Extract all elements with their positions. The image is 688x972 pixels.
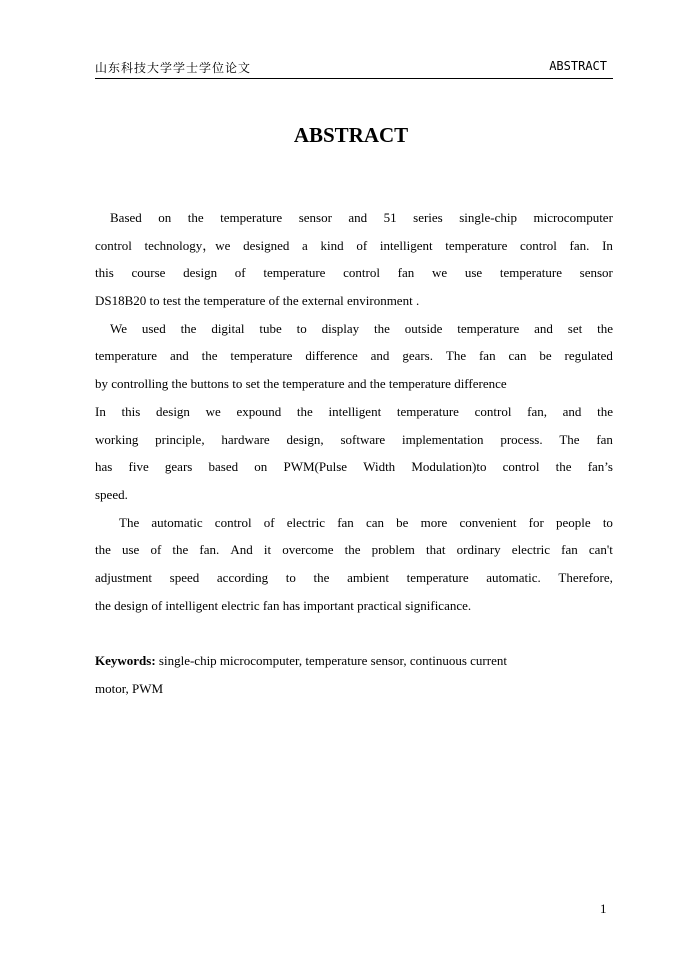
word: sensor: [579, 265, 613, 281]
word: Width: [363, 459, 396, 475]
word: The: [119, 514, 140, 530]
keywords-list: single-chip microcomputer, temperature sensor, continuous current: [158, 653, 507, 668]
text-line: [95, 426, 613, 454]
word: And: [230, 542, 253, 558]
text-line: speed.: [95, 486, 128, 502]
word: fan: [397, 265, 415, 281]
word: can: [508, 348, 527, 364]
word: of: [263, 514, 275, 530]
word: working: [95, 431, 139, 447]
word: it: [263, 542, 272, 558]
word: we: [431, 265, 448, 281]
word: the: [555, 459, 572, 475]
word: 51: [383, 210, 397, 225]
word: for: [528, 514, 544, 530]
word: intelligent: [328, 403, 382, 419]
word: use: [464, 265, 483, 281]
paragraph: [95, 315, 613, 509]
text-line: [95, 315, 613, 343]
header-section-title: ABSTRACT: [549, 59, 607, 73]
word: In: [602, 237, 613, 253]
word: outside: [404, 320, 443, 336]
text-line: [95, 564, 613, 592]
text-line: [95, 398, 613, 426]
word: speed: [169, 569, 200, 585]
word: electric: [511, 542, 551, 558]
keywords-line: [95, 647, 613, 675]
keywords-block: [95, 647, 613, 702]
word: can't: [588, 542, 613, 558]
word: control: [474, 403, 512, 419]
word: be: [396, 514, 409, 530]
word: this: [95, 265, 114, 281]
word: fan.: [569, 237, 590, 253]
word: set: [567, 320, 583, 336]
word: of: [356, 237, 368, 253]
word: temperature: [95, 348, 158, 364]
text-line: [95, 509, 613, 537]
word: designed: [243, 237, 290, 253]
word: ordinary: [456, 542, 501, 558]
word: control: [520, 237, 557, 253]
word: the: [313, 569, 330, 585]
word: principle,: [155, 431, 205, 447]
text-line: [95, 342, 613, 370]
word: microcomputer: [533, 210, 613, 225]
word: implementation: [401, 431, 484, 447]
word: control: [95, 237, 132, 253]
word: a: [302, 237, 308, 253]
word: fan: [478, 348, 496, 364]
word: intelligent: [379, 237, 433, 253]
word: we: [205, 403, 221, 419]
word: problem: [371, 542, 415, 558]
word: control: [214, 514, 252, 530]
word: can: [365, 514, 384, 530]
word: more: [420, 514, 448, 530]
word: fan: [561, 542, 578, 558]
word: the: [296, 403, 313, 419]
word: of: [234, 265, 246, 281]
word: temperature: [499, 265, 562, 281]
word: on: [158, 210, 172, 225]
word: series: [413, 210, 443, 225]
word: kind: [320, 237, 344, 253]
word: and: [370, 348, 390, 364]
word: be: [539, 348, 552, 364]
word: of: [150, 542, 162, 558]
text-line: [95, 259, 613, 287]
word: Modulation)to: [411, 459, 487, 475]
word: the: [180, 320, 197, 336]
word: display: [321, 320, 360, 336]
word: design: [155, 403, 190, 419]
word: the: [374, 320, 390, 336]
keywords-line-continued: motor, PWM: [95, 680, 164, 696]
word: We: [110, 320, 127, 336]
header-thesis-title: 山东科技大学学士学位论文: [95, 61, 252, 75]
word: fan: [596, 431, 613, 447]
word: to: [296, 320, 307, 336]
word: regulated: [564, 348, 613, 364]
word: design: [183, 265, 218, 281]
word: control: [502, 459, 540, 475]
word: five: [128, 459, 149, 475]
word: PWM(Pulse: [283, 459, 348, 475]
word: single-chip: [459, 210, 517, 225]
word: to: [285, 569, 296, 585]
word: temperature: [396, 403, 459, 419]
word: temperature: [445, 237, 508, 253]
word: software: [340, 431, 386, 447]
text-line: by controlling the buttons to set the temperature and the temperature difference: [95, 376, 507, 392]
word: to: [602, 514, 613, 530]
text-line: [95, 453, 613, 481]
word: temperature: [263, 265, 326, 281]
paragraph: [95, 204, 613, 315]
text-line: DS18B20 to test the temperature of the external environment .: [95, 293, 420, 309]
word: based: [208, 459, 239, 475]
text-line: [95, 232, 613, 260]
word: hardware: [221, 431, 270, 447]
word: temperature: [457, 320, 520, 336]
paragraph: [95, 509, 613, 620]
word: electric: [286, 514, 326, 530]
word: and: [348, 210, 368, 225]
word: difference: [305, 348, 358, 364]
text-line: [95, 536, 613, 564]
word: fan,: [527, 403, 547, 419]
word: sensor: [298, 210, 332, 225]
word: fan: [337, 514, 354, 530]
word: the: [597, 403, 613, 419]
word: gears.: [402, 348, 433, 364]
keywords-label: Keywords:: [95, 653, 156, 668]
word: In: [95, 403, 106, 419]
word: temperature: [220, 210, 283, 225]
word: tube: [259, 320, 282, 336]
word: this: [121, 403, 141, 419]
word: has: [95, 459, 113, 475]
word: process.: [500, 431, 543, 447]
word: the: [95, 542, 111, 558]
word: overcome: [282, 542, 334, 558]
word: Based: [110, 210, 142, 225]
word: the: [201, 348, 218, 364]
word: control: [343, 265, 380, 281]
word: people: [556, 514, 591, 530]
word: the: [187, 210, 204, 225]
text-line: the design of intelligent electric fan has important practical significance.: [95, 597, 472, 613]
word: adjustment: [95, 569, 153, 585]
word: digital: [211, 320, 245, 336]
word: expound: [236, 403, 282, 419]
word: automatic.: [486, 569, 541, 585]
word: technology，we: [144, 237, 231, 253]
word: The: [559, 431, 580, 447]
word: Therefore,: [558, 569, 613, 585]
word: and: [169, 348, 189, 364]
word: used: [141, 320, 166, 336]
word: gears: [164, 459, 193, 475]
word: ambient: [347, 569, 389, 585]
word: course: [131, 265, 166, 281]
word: convenient: [459, 514, 517, 530]
word: the: [172, 542, 189, 558]
word: on: [254, 459, 268, 475]
word: according: [216, 569, 269, 585]
word: that: [426, 542, 446, 558]
word: fan.: [199, 542, 220, 558]
word: fan’s: [587, 459, 613, 475]
word: and: [562, 403, 582, 419]
page-header: [95, 58, 613, 79]
word: and: [534, 320, 553, 336]
word: automatic: [151, 514, 203, 530]
word: temperature: [230, 348, 293, 364]
word: The: [445, 348, 467, 364]
word: the: [344, 542, 361, 558]
word: design,: [286, 431, 324, 447]
abstract-body: [95, 204, 613, 619]
word: temperature: [406, 569, 469, 585]
word: use: [122, 542, 140, 558]
page-number: 1: [600, 901, 607, 916]
abstract-title: ABSTRACT: [293, 123, 409, 147]
text-line: [95, 204, 613, 232]
word: the: [597, 320, 613, 336]
